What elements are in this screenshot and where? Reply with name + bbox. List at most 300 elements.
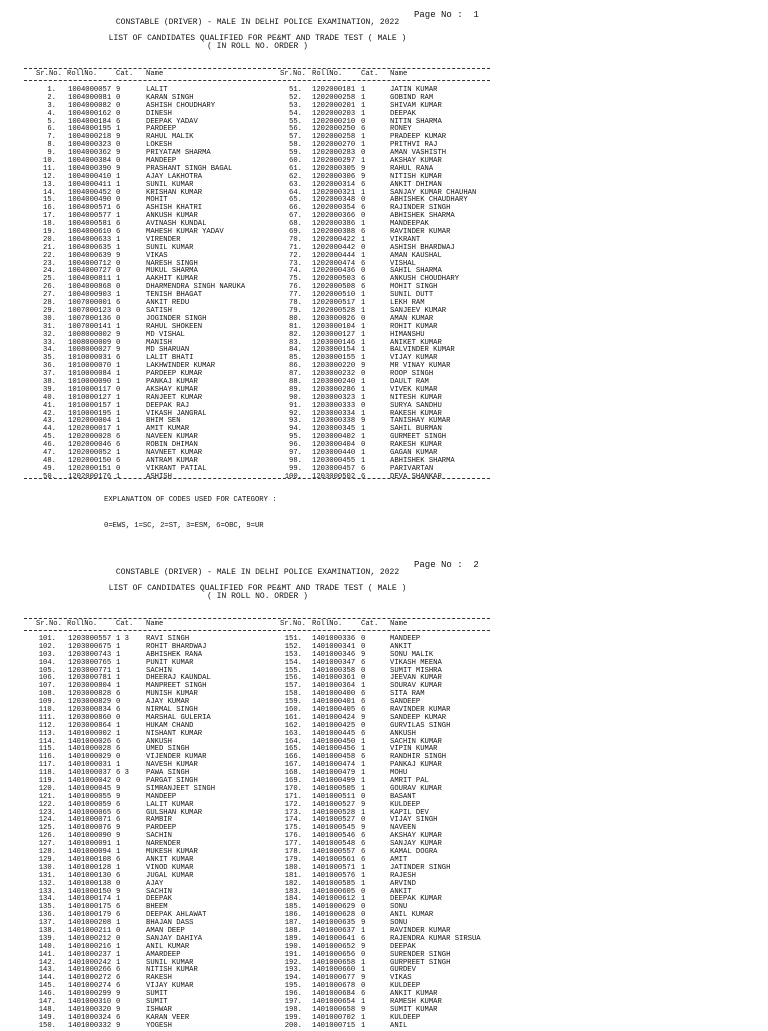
roll-no: 1401000474 (312, 761, 356, 770)
candidate-name: VIVEK KUMAR (390, 385, 438, 394)
roll-no: 1004000610 (68, 228, 112, 237)
category: 1 (361, 385, 366, 394)
candidate-name: KULDEEP (390, 982, 421, 991)
category: 1 (361, 808, 366, 817)
category: 1 (116, 322, 121, 331)
category: 6 (361, 840, 366, 849)
category: 6 (361, 729, 366, 738)
roll-no: 1202000283 (312, 149, 356, 158)
roll-no: 1004000390 (68, 164, 112, 173)
roll-no: 1203000146 (312, 338, 356, 347)
sr-no: 77. (289, 291, 302, 300)
candidate-name: SANDEEP (390, 698, 421, 707)
roll-no: 1203000502 (312, 472, 356, 481)
category: 0 (361, 792, 366, 801)
sr-no: 182. (284, 879, 302, 888)
sr-no: 117. (38, 761, 56, 770)
roll-no: 1401000654 (312, 997, 356, 1006)
category: 6 (116, 982, 121, 991)
candidate-name: KAPIL DEV (390, 808, 429, 817)
candidate-name: MOHU (390, 769, 408, 778)
sr-no: 125. (38, 824, 56, 833)
category: 6 (361, 228, 366, 237)
category: 6 (116, 456, 121, 465)
roll-no: 1401000458 (312, 753, 356, 762)
roll-no: 1004000571 (68, 204, 112, 213)
sr-no: 34. (43, 346, 56, 355)
category: 9 (361, 824, 366, 833)
sr-no: 29. (43, 306, 56, 315)
sr-no: 191. (284, 950, 302, 959)
roll-no: 1401000028 (68, 745, 112, 754)
sr-no: 60. (289, 157, 302, 166)
sr-no: 123. (38, 808, 56, 817)
candidate-name: LALIT KUMAR (146, 800, 194, 809)
category: 1 (361, 863, 366, 872)
sr-no: 39. (43, 385, 56, 394)
sr-no: 119. (38, 777, 56, 786)
roll-no: 1401000628 (312, 911, 356, 920)
candidate-name: MOHIT (146, 196, 168, 205)
category: 1 (361, 425, 366, 434)
candidate-name: ISHWAR (146, 1005, 172, 1014)
roll-no: 1007000123 (68, 306, 112, 315)
sr-no: 154. (284, 658, 302, 667)
category: 0 (361, 887, 366, 896)
roll-no: 1203000232 (312, 370, 356, 379)
candidate-name: KULDEEP (390, 1013, 421, 1022)
sr-no: 124. (38, 816, 56, 825)
roll-no: 1401000059 (68, 800, 112, 809)
roll-no: 1202000444 (312, 251, 356, 260)
roll-no: 1203000026 (312, 314, 356, 323)
roll-no: 1401000656 (312, 950, 356, 959)
candidate-name: VIKRANT (390, 235, 421, 244)
roll-no: 1401000605 (312, 887, 356, 896)
category: 0 (361, 212, 366, 221)
header-name: Name (146, 620, 164, 628)
category: 6 (116, 808, 121, 817)
candidate-name: ANKIT REDU (146, 299, 190, 308)
candidate-name: SANJAY KUMAR (390, 840, 442, 849)
sr-no: 41. (43, 401, 56, 410)
sr-no: 198. (284, 1005, 302, 1014)
candidate-name: MUNISH KUMAR (146, 690, 198, 699)
roll-no: 1401000272 (68, 974, 112, 983)
candidate-name: PRIYATAM SHARMA (146, 149, 211, 158)
header-sr-no: Sr.No. (280, 620, 306, 628)
category: 1 (361, 448, 366, 457)
category: 1 (361, 235, 366, 244)
category: 1 (361, 291, 366, 300)
category: 0 (116, 314, 121, 323)
sr-no: 115. (38, 745, 56, 754)
category: 6 (116, 228, 121, 237)
candidate-name: AMAN DEEP (146, 926, 185, 935)
sr-no: 61. (289, 164, 302, 173)
roll-no: 1401000179 (68, 911, 112, 920)
category: 6 (116, 299, 121, 308)
sr-no: 6. (47, 125, 56, 134)
sr-no: 101. (38, 635, 56, 643)
candidate-name: VISHAL (390, 259, 416, 268)
roll-no: 1401000347 (312, 658, 356, 667)
sr-no: 157. (284, 682, 302, 691)
candidate-name: MUKUL SHARMA (146, 267, 198, 276)
sr-no: 127. (38, 840, 56, 849)
sr-no: 160. (284, 706, 302, 715)
category: 0 (361, 196, 366, 205)
sr-no: 146. (38, 990, 56, 999)
candidate-name: RAHUL SHOKEEN (146, 322, 203, 331)
roll-no: 1203000834 (68, 706, 112, 715)
sr-no: 122. (38, 800, 56, 809)
sr-no: 193. (284, 966, 302, 975)
roll-no: 1401000527 (312, 816, 356, 825)
sr-no: 169. (284, 777, 302, 786)
roll-no: 1401000511 (312, 792, 356, 801)
category: 0 (116, 698, 121, 707)
category: 9 (361, 172, 366, 181)
sr-no: 22. (43, 251, 56, 260)
candidate-name: ASHISH (146, 472, 172, 481)
sr-no: 112. (38, 721, 56, 730)
category: 9 (116, 887, 121, 896)
header-category: Cat. (361, 620, 379, 628)
candidate-name: SACHIN (146, 666, 172, 675)
sr-no: 84. (289, 346, 302, 355)
roll-no: 1203000220 (312, 362, 356, 371)
candidate-name: MD SHARUAN (146, 346, 190, 355)
roll-no: 1401000612 (312, 895, 356, 904)
roll-no: 1202000203 (312, 109, 356, 118)
roll-no: 1401000002 (68, 729, 112, 738)
candidate-name: DEEPAK (390, 109, 416, 118)
candidate-name: RAVI SINGH (146, 635, 190, 643)
category: 1 (116, 401, 121, 410)
category: 1 (116, 863, 121, 872)
roll-no: 1010000127 (68, 393, 112, 402)
category: 1 (361, 769, 366, 778)
roll-no: 1004000162 (68, 109, 112, 118)
sr-no: 35. (43, 354, 56, 363)
sr-no: 194. (284, 974, 302, 983)
sr-no: 185. (284, 903, 302, 912)
roll-no: 1202000052 (68, 448, 112, 457)
category: 0 (116, 753, 121, 762)
sr-no: 38. (43, 377, 56, 386)
candidate-name: TENISH BHAGAT (146, 291, 203, 300)
category: 9 (116, 133, 121, 142)
sr-no: 97. (289, 448, 302, 457)
roll-no: 1401000658 (312, 958, 356, 967)
roll-no: 1004000081 (68, 93, 112, 102)
category: 1 (361, 682, 366, 691)
roll-no: 1203000804 (68, 682, 112, 691)
table-header-rule (24, 630, 490, 631)
sr-no: 184. (284, 895, 302, 904)
category: 1 (361, 784, 366, 793)
roll-no: 1401000128 (68, 863, 112, 872)
table-top-rule (24, 618, 490, 619)
candidate-name: AMAN VASHISTH (390, 149, 447, 158)
category: 6 (116, 737, 121, 746)
candidate-name: VIKRANT PATIAL (146, 464, 207, 473)
candidate-name: VIJAY KUMAR (390, 354, 438, 363)
header-category: Cat. (116, 70, 134, 78)
candidate-name: MAHESH KUMAR YADAV (146, 228, 224, 237)
sr-no: 65. (289, 196, 302, 205)
category: 9 (361, 650, 366, 659)
sr-no: 14. (43, 188, 56, 197)
candidate-name: VIKAS (146, 251, 168, 260)
roll-no: 1202000270 (312, 141, 356, 150)
sr-no: 16. (43, 204, 56, 213)
category: 9 (116, 990, 121, 999)
sr-no: 31. (43, 322, 56, 331)
roll-no: 1008000027 (68, 346, 112, 355)
sr-no: 11. (43, 164, 56, 173)
roll-no: 1203000828 (68, 690, 112, 699)
sr-no: 168. (284, 769, 302, 778)
candidate-name: SUMIT (146, 990, 168, 999)
roll-no: 1004000362 (68, 149, 112, 158)
category: 9 (116, 86, 121, 94)
candidate-name: DAULT RAM (390, 377, 429, 386)
category: 1 3 (116, 635, 129, 643)
sr-no: 74. (289, 267, 302, 276)
candidate-name: GURDEV (390, 966, 416, 975)
roll-no: 1004000057 (68, 86, 112, 94)
sr-no: 64. (289, 188, 302, 197)
category: 6 (361, 855, 366, 864)
roll-no: 1401000266 (68, 966, 112, 975)
candidate-name: AKSHAY KUMAR (390, 832, 442, 841)
candidate-name: DHARMENDRA SINGH NARUKA (146, 283, 246, 292)
category: 1 (361, 879, 366, 888)
category: 1 (361, 1013, 366, 1022)
roll-no: 1203000345 (312, 425, 356, 434)
sr-no: 131. (38, 871, 56, 880)
candidate-name: DEEPAK (390, 942, 416, 951)
sr-no: 55. (289, 117, 302, 126)
roll-no: 1004000184 (68, 117, 112, 126)
roll-no: 1401000029 (68, 753, 112, 762)
candidate-name: HUKAM CHAND (146, 721, 194, 730)
sr-no: 76. (289, 283, 302, 292)
candidate-name: PANKAJ KUMAR (390, 761, 442, 770)
roll-no: 1010000195 (68, 409, 112, 418)
sr-no: 138. (38, 926, 56, 935)
sr-no: 37. (43, 370, 56, 379)
category: 1 (361, 330, 366, 339)
sr-no: 105. (38, 666, 56, 675)
category: 0 (361, 267, 366, 276)
sr-no: 116. (38, 753, 56, 762)
roll-no: 1202000474 (312, 259, 356, 268)
sr-no: 150. (38, 1021, 56, 1030)
roll-no: 1202000258 (312, 93, 356, 102)
category: 0 (116, 259, 121, 268)
roll-no: 1401000576 (312, 871, 356, 880)
category: 1 (116, 729, 121, 738)
sr-no: 7. (47, 133, 56, 142)
list-subtitle: LIST OF CANDIDATES QUALIFIED FOR PE&MT AND TRADE TEST ( MALE ) (108, 34, 407, 43)
sr-no: 114. (38, 737, 56, 746)
category: 6 (116, 220, 121, 229)
candidate-name: NITIN SHARMA (390, 117, 442, 126)
candidate-name: VIKASH MEENA (390, 658, 442, 667)
category: 9 (361, 1005, 366, 1014)
sr-no: 147. (38, 997, 56, 1006)
category: 1 (116, 919, 121, 928)
category: 6 (361, 690, 366, 699)
category: 6 (361, 283, 366, 292)
roll-no: 1203000402 (312, 433, 356, 442)
roll-no: 1004000811 (68, 275, 112, 284)
candidate-name: ASHISH BHARDWAJ (390, 243, 455, 252)
sr-no: 179. (284, 855, 302, 864)
header-roll-no: RollNo. (67, 620, 98, 628)
exam-title: CONSTABLE (DRIVER) - MALE IN DELHI POLICE EXAMINATION, 2022 (115, 18, 400, 27)
roll-no: 1401000274 (68, 982, 112, 991)
candidate-name: SAHIL BURMAN (390, 425, 442, 434)
sr-no: 68. (289, 220, 302, 229)
candidate-name: SANJAY DAHIYA (146, 934, 203, 943)
roll-no: 1401000216 (68, 942, 112, 951)
category: 1 (361, 109, 366, 118)
category: 6 (116, 690, 121, 699)
category: 9 (116, 824, 121, 833)
category: 9 (116, 1021, 121, 1030)
candidate-name: RANDHIR SINGH (390, 753, 447, 762)
sr-no: 47. (43, 448, 56, 457)
roll-no: 1401000055 (68, 792, 112, 801)
sr-no: 8. (47, 141, 56, 150)
candidate-name: KRISHAN KUMAR (146, 188, 203, 197)
category: 1 (116, 950, 121, 959)
roll-no: 1004000639 (68, 251, 112, 260)
category: 1 (361, 456, 366, 465)
candidate-name: SANDEEP KUMAR (390, 713, 447, 722)
candidate-name: ROHIT BHARDWAJ (146, 642, 207, 651)
page-number: Page No : 1 (414, 10, 479, 20)
roll-no: 1010000031 (68, 354, 112, 363)
candidate-name: DEEPAK YADAV (146, 117, 198, 126)
sr-no: 177. (284, 840, 302, 849)
candidate-name: MD VISHAL (146, 330, 185, 339)
roll-no: 1401000548 (312, 840, 356, 849)
roll-no: 1401000677 (312, 974, 356, 983)
sr-no: 48. (43, 456, 56, 465)
roll-no: 1401000130 (68, 871, 112, 880)
roll-no: 1203000127 (312, 330, 356, 339)
sr-no: 140. (38, 942, 56, 951)
roll-no: 1401000150 (68, 887, 112, 896)
category: 1 (361, 871, 366, 880)
roll-no: 1401000527 (312, 800, 356, 809)
sr-no: 53. (289, 101, 302, 110)
sr-no: 5. (47, 117, 56, 126)
roll-no: 1008000009 (68, 338, 112, 347)
category: 1 (116, 243, 121, 252)
roll-no: 1401000546 (312, 832, 356, 841)
roll-no: 1202000354 (312, 204, 356, 213)
candidate-name: NITISH KUMAR (390, 172, 442, 181)
sr-no: 17. (43, 212, 56, 221)
sr-no: 128. (38, 848, 56, 857)
candidate-name: NAVEEN KUMAR (146, 433, 198, 442)
candidate-name: UMED SINGH (146, 745, 190, 754)
sr-no: 85. (289, 354, 302, 363)
candidate-name: SACHIN (146, 887, 172, 896)
roll-no: 1401000332 (68, 1021, 112, 1030)
header-category: Cat. (116, 620, 134, 628)
sr-no: 163. (284, 729, 302, 738)
category: 1 (116, 682, 121, 691)
category: 0 (361, 441, 366, 450)
sr-no: 86. (289, 362, 302, 371)
category: 1 (116, 674, 121, 683)
category: 6 (116, 974, 121, 983)
roll-no: 1202000181 (312, 86, 356, 94)
roll-no: 1401000660 (312, 966, 356, 975)
sr-no: 91. (289, 401, 302, 410)
sr-no: 190. (284, 942, 302, 951)
roll-no: 1401000138 (68, 879, 112, 888)
category: 0 (361, 314, 366, 323)
roll-no: 1203000240 (312, 377, 356, 386)
sr-no: 178. (284, 848, 302, 857)
candidate-name: LALIT BHATI (146, 354, 194, 363)
roll-no: 1202000314 (312, 180, 356, 189)
category: 0 (116, 306, 121, 315)
roll-no: 1007000001 (68, 299, 112, 308)
category: 6 (361, 658, 366, 667)
category: 6 (116, 441, 121, 450)
category: 1 (361, 338, 366, 347)
category: 6 (116, 816, 121, 825)
candidate-name: NAVEEN (390, 824, 416, 833)
candidate-name: JOGINDER SINGH (146, 314, 207, 323)
category: 6 (361, 180, 366, 189)
candidate-name: RAVINDER KUMAR (390, 706, 451, 715)
candidate-name: SHIVAM KUMAR (390, 101, 442, 110)
candidate-name: ROBIN DHIMAN (146, 441, 198, 450)
candidate-name: DEVA SHANKAR (390, 472, 442, 481)
sr-no: 175. (284, 824, 302, 833)
roll-no: 1401000065 (68, 808, 112, 817)
sr-no: 75. (289, 275, 302, 284)
candidate-name: ANIKET KUMAR (390, 338, 442, 347)
sr-no: 100. (284, 472, 302, 481)
sr-no: 82. (289, 330, 302, 339)
category: 9 (361, 942, 366, 951)
sr-no: 52. (289, 93, 302, 102)
roll-no: 1202000305 (312, 164, 356, 173)
sr-no: 187. (284, 919, 302, 928)
candidate-name: SANJAY KUMAR CHAUHAN (390, 188, 477, 197)
candidate-name: PRITHVI RAJ (390, 141, 438, 150)
candidate-name: SURYA SANDHU (390, 401, 442, 410)
roll-no: 1004000577 (68, 212, 112, 221)
roll-no: 1010000084 (68, 370, 112, 379)
roll-no: 1401000324 (68, 1013, 112, 1022)
sr-no: 51. (289, 86, 302, 94)
sr-no: 129. (38, 855, 56, 864)
sr-no: 96. (289, 441, 302, 450)
category: 0 (116, 196, 121, 205)
